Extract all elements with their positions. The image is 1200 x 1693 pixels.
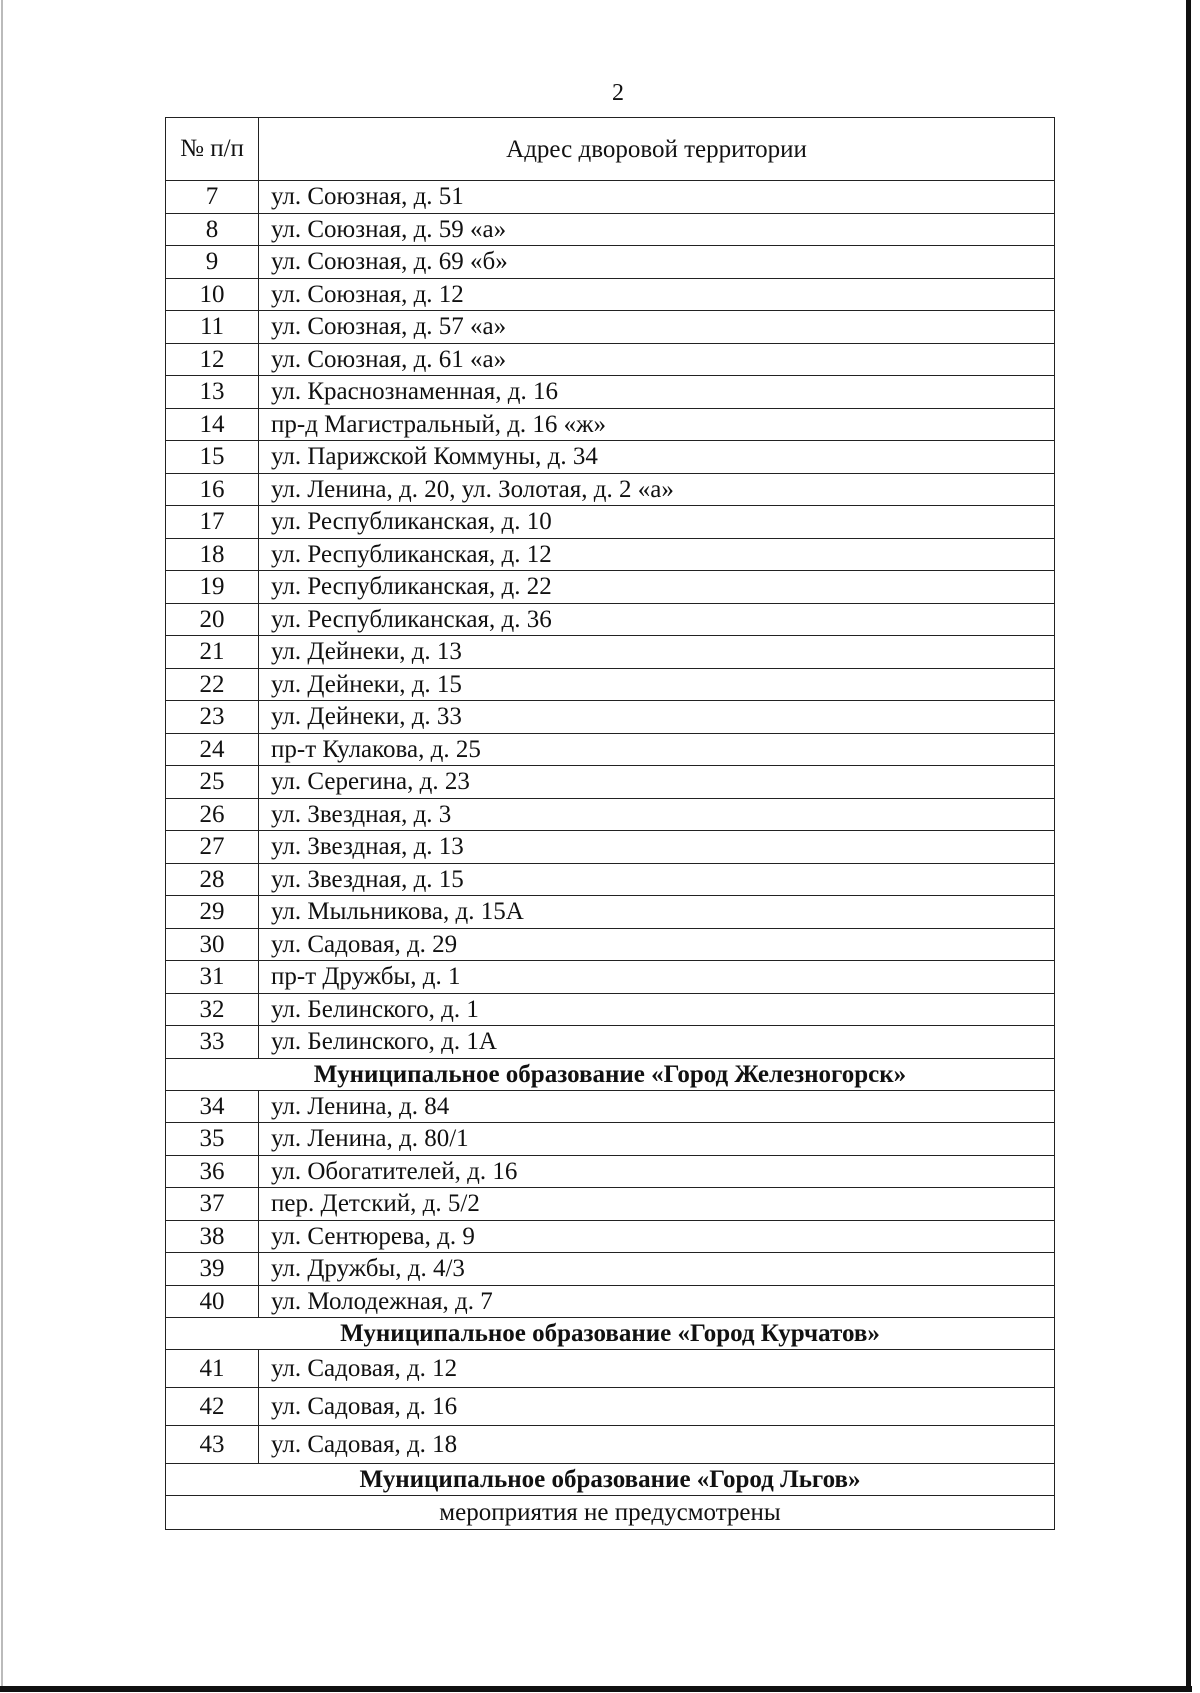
row-number: 20 xyxy=(166,603,259,636)
row-address: ул. Республиканская, д. 12 xyxy=(259,538,1055,571)
table-row xyxy=(166,1155,1055,1188)
table-row xyxy=(166,1350,1055,1388)
row-address: пер. Детский, д. 5/2 xyxy=(259,1188,1055,1221)
row-address: ул. Союзная, д. 61 «а» xyxy=(259,343,1055,376)
row-address: ул. Союзная, д. 59 «а» xyxy=(259,213,1055,246)
table-body xyxy=(166,181,1055,1530)
section-header-row xyxy=(166,1058,1055,1090)
table-header-row xyxy=(166,118,1055,181)
table-row xyxy=(166,733,1055,766)
table-row xyxy=(166,278,1055,311)
row-number: 33 xyxy=(166,1026,259,1059)
row-number: 11 xyxy=(166,311,259,344)
row-number: 23 xyxy=(166,701,259,734)
row-address: пр-т Дружбы, д. 1 xyxy=(259,961,1055,994)
table-row xyxy=(166,1285,1055,1318)
row-number: 26 xyxy=(166,798,259,831)
row-number: 27 xyxy=(166,831,259,864)
table-row xyxy=(166,1026,1055,1059)
row-address: ул. Молодежная, д. 7 xyxy=(259,1285,1055,1318)
table-row xyxy=(166,603,1055,636)
row-number: 39 xyxy=(166,1253,259,1286)
row-address: ул. Мыльникова, д. 15А xyxy=(259,896,1055,929)
table-row xyxy=(166,1426,1055,1464)
table-row xyxy=(166,376,1055,409)
table-row xyxy=(166,246,1055,279)
row-address: ул. Республиканская, д. 22 xyxy=(259,571,1055,604)
row-address: ул. Серегина, д. 23 xyxy=(259,766,1055,799)
table-row xyxy=(166,1253,1055,1286)
row-number: 14 xyxy=(166,408,259,441)
row-number: 36 xyxy=(166,1155,259,1188)
row-address: ул. Садовая, д. 16 xyxy=(259,1388,1055,1426)
row-number: 17 xyxy=(166,506,259,539)
table-row xyxy=(166,213,1055,246)
row-address: ул. Дружбы, д. 4/3 xyxy=(259,1253,1055,1286)
row-address: ул. Республиканская, д. 36 xyxy=(259,603,1055,636)
row-number: 32 xyxy=(166,993,259,1026)
section-title: Муниципальное образование «Город Льгов» xyxy=(166,1464,1055,1496)
table-row xyxy=(166,571,1055,604)
row-number: 29 xyxy=(166,896,259,929)
row-number: 22 xyxy=(166,668,259,701)
row-address: ул. Ленина, д. 80/1 xyxy=(259,1123,1055,1156)
row-number: 34 xyxy=(166,1090,259,1123)
row-address: ул. Ленина, д. 84 xyxy=(259,1090,1055,1123)
table-row xyxy=(166,668,1055,701)
row-number: 16 xyxy=(166,473,259,506)
table-row xyxy=(166,408,1055,441)
table-row xyxy=(166,831,1055,864)
table-row xyxy=(166,1220,1055,1253)
row-address: ул. Дейнеки, д. 13 xyxy=(259,636,1055,669)
table-row xyxy=(166,1388,1055,1426)
row-number: 30 xyxy=(166,928,259,961)
row-address: ул. Садовая, д. 29 xyxy=(259,928,1055,961)
row-number: 38 xyxy=(166,1220,259,1253)
table-row xyxy=(166,798,1055,831)
row-number: 10 xyxy=(166,278,259,311)
column-header-address: Адрес дворовой территории xyxy=(259,118,1055,181)
row-address: ул. Союзная, д. 57 «а» xyxy=(259,311,1055,344)
table-row xyxy=(166,961,1055,994)
table-row xyxy=(166,441,1055,474)
row-number: 41 xyxy=(166,1350,259,1388)
table-row xyxy=(166,1188,1055,1221)
row-number: 18 xyxy=(166,538,259,571)
row-number: 35 xyxy=(166,1123,259,1156)
scan-edge-bottom xyxy=(0,1686,1192,1692)
table-row xyxy=(166,1123,1055,1156)
row-address: ул. Звездная, д. 15 xyxy=(259,863,1055,896)
row-address: ул. Садовая, д. 18 xyxy=(259,1426,1055,1464)
row-address: ул. Парижской Коммуны, д. 34 xyxy=(259,441,1055,474)
table-row xyxy=(166,928,1055,961)
table-row xyxy=(166,766,1055,799)
column-header-number: № п/п xyxy=(166,118,259,181)
row-address: пр-т Кулакова, д. 25 xyxy=(259,733,1055,766)
row-address: ул. Садовая, д. 12 xyxy=(259,1350,1055,1388)
table-row xyxy=(166,636,1055,669)
row-address: ул. Союзная, д. 69 «б» xyxy=(259,246,1055,279)
table-row xyxy=(166,538,1055,571)
section-note: мероприятия не предусмотрены xyxy=(166,1496,1055,1530)
section-title: Муниципальное образование «Город Железногорск» xyxy=(166,1058,1055,1090)
row-address: ул. Краснознаменная, д. 16 xyxy=(259,376,1055,409)
row-address: ул. Дейнеки, д. 15 xyxy=(259,668,1055,701)
section-header-row xyxy=(166,1318,1055,1350)
row-address: ул. Сентюрева, д. 9 xyxy=(259,1220,1055,1253)
scan-edge-left xyxy=(1,0,3,1690)
row-number: 28 xyxy=(166,863,259,896)
row-number: 25 xyxy=(166,766,259,799)
row-number: 24 xyxy=(166,733,259,766)
section-header-row xyxy=(166,1464,1055,1496)
row-address: ул. Белинского, д. 1 xyxy=(259,993,1055,1026)
row-number: 13 xyxy=(166,376,259,409)
scan-edge-right xyxy=(1186,0,1191,1690)
row-address: ул. Союзная, д. 51 xyxy=(259,181,1055,214)
row-address: пр-д Магистральный, д. 16 «ж» xyxy=(259,408,1055,441)
row-number: 9 xyxy=(166,246,259,279)
row-number: 40 xyxy=(166,1285,259,1318)
row-address: ул. Звездная, д. 13 xyxy=(259,831,1055,864)
table-row xyxy=(166,181,1055,214)
row-address: ул. Ленина, д. 20, ул. Золотая, д. 2 «а» xyxy=(259,473,1055,506)
table-row xyxy=(166,1090,1055,1123)
row-number: 42 xyxy=(166,1388,259,1426)
table-row xyxy=(166,896,1055,929)
row-address: ул. Республиканская, д. 10 xyxy=(259,506,1055,539)
page-number: 2 xyxy=(612,80,624,106)
row-number: 21 xyxy=(166,636,259,669)
row-number: 31 xyxy=(166,961,259,994)
table-row xyxy=(166,311,1055,344)
row-number: 7 xyxy=(166,181,259,214)
row-address: ул. Союзная, д. 12 xyxy=(259,278,1055,311)
section-note-row xyxy=(166,1496,1055,1530)
row-number: 19 xyxy=(166,571,259,604)
row-address: ул. Звездная, д. 3 xyxy=(259,798,1055,831)
table-row xyxy=(166,473,1055,506)
row-number: 43 xyxy=(166,1426,259,1464)
row-number: 15 xyxy=(166,441,259,474)
row-number: 8 xyxy=(166,213,259,246)
table-row xyxy=(166,506,1055,539)
address-table xyxy=(165,117,1055,1530)
table-row xyxy=(166,863,1055,896)
row-address: ул. Дейнеки, д. 33 xyxy=(259,701,1055,734)
row-number: 12 xyxy=(166,343,259,376)
table-row xyxy=(166,993,1055,1026)
row-address: ул. Белинского, д. 1А xyxy=(259,1026,1055,1059)
row-address: ул. Обогатителей, д. 16 xyxy=(259,1155,1055,1188)
row-number: 37 xyxy=(166,1188,259,1221)
table-row xyxy=(166,343,1055,376)
section-title: Муниципальное образование «Город Курчатов» xyxy=(166,1318,1055,1350)
table-row xyxy=(166,701,1055,734)
